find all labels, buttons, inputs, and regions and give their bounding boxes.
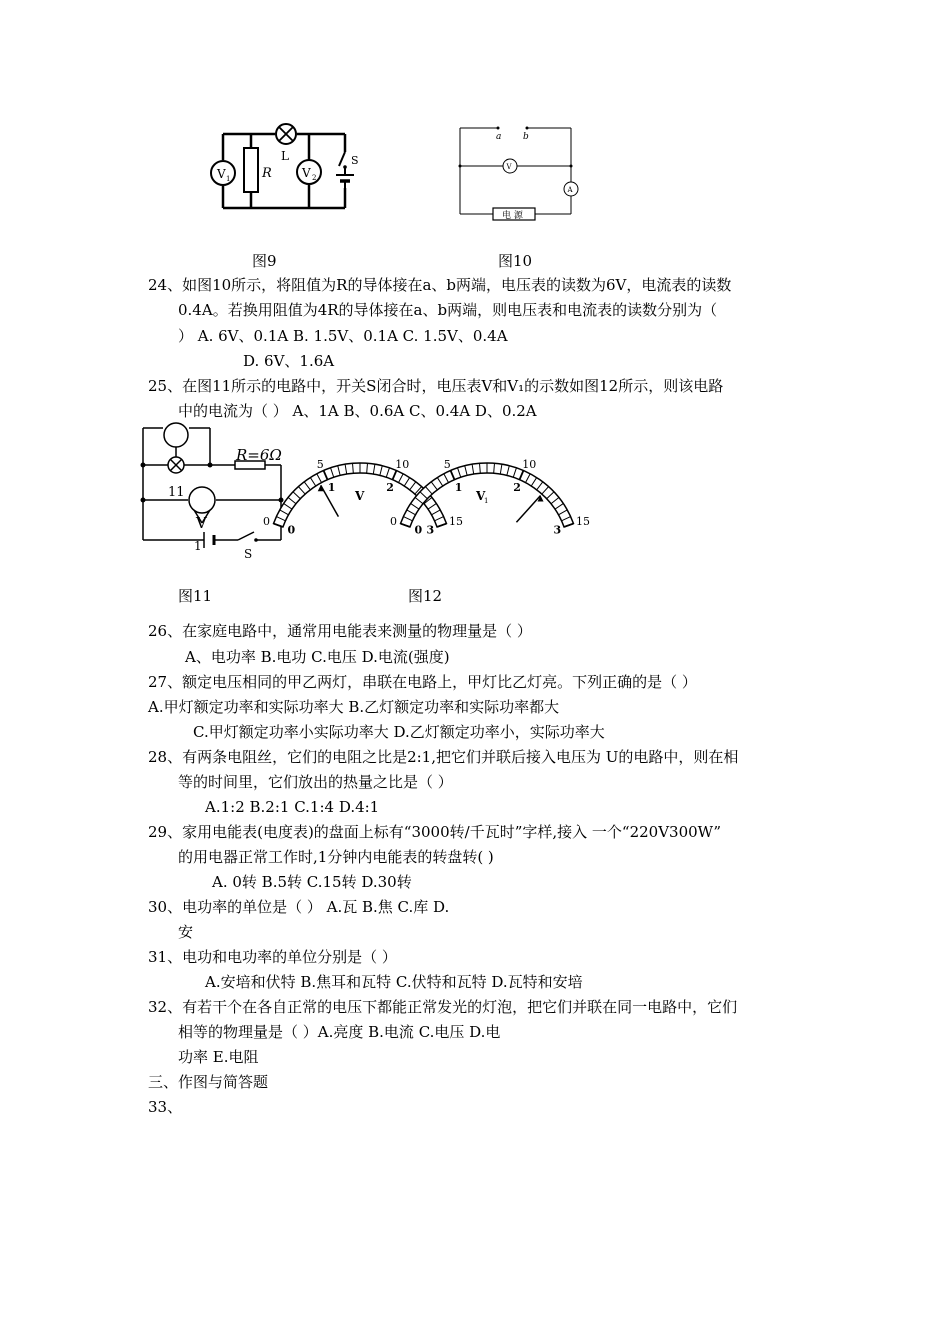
q32-stem-3: 功率 E.电阻	[178, 1048, 259, 1066]
svg-text:A: A	[567, 186, 573, 194]
meter-upper-tick-label: 0	[389, 515, 397, 529]
resistor-value-label: R=6Ω	[236, 446, 282, 464]
top-meter-icon	[164, 423, 188, 447]
meter-upper-tick-label: 15	[449, 515, 464, 529]
meter-upper-tick-label: 10	[522, 458, 537, 472]
svg-text:V: V	[506, 163, 512, 171]
svg-text:电 源: 电 源	[502, 211, 523, 221]
q27-stem: 27、额定电压相同的甲乙两灯，串联在电路上，甲灯比乙灯亮。下列正确的是（ ）	[148, 673, 697, 691]
q29-stem-2: 的用电器正常工作时,1分钟内电能表的转盘转( )	[178, 848, 494, 866]
section-3-heading: 三、作图与简答题	[148, 1073, 269, 1091]
meter-lower-tick-label: 0	[414, 523, 423, 537]
q28-stem-1: 28、有两条电阻丝，它们的电阻之比是2:1,把它们并联后接入电压为 U的电路中，则在相	[148, 748, 739, 766]
figure-11-circuit	[138, 420, 296, 570]
q27-options-2: C.甲灯额定功率小实际功率大 D.乙灯额定功率小，实际功率大	[193, 723, 605, 741]
svg-text:b: b	[523, 132, 529, 142]
meter-lower-tick-label: 2	[513, 481, 521, 495]
meter-upper-tick-label: 0	[262, 515, 270, 529]
figure-10-circuit	[455, 122, 585, 222]
q26-options: A、电功率 B.电功 C.电压 D.电流(强度)	[185, 648, 450, 666]
q32-stem-1: 32、有若干个在各自正常的电压下都能正常发光的灯泡，把它们并联在同一电路中，它们	[148, 998, 738, 1016]
meter-name-subscript: 1	[484, 497, 489, 505]
q25-line-1: 25、在图11所示的电路中，开关S闭合时，电压表V和V₁的示数如图12所示，则该电路	[148, 377, 724, 395]
q25-line-2: 中的电流为（ ） A、1A B、0.6A C、0.4A D、0.2A	[178, 402, 537, 420]
figure-11-caption: 图11	[178, 587, 213, 605]
figure-9-caption: 图9	[252, 252, 277, 270]
meter-upper-tick-label: 5	[443, 458, 451, 472]
switch-label: S	[244, 547, 253, 561]
q28-options: A.1:2 B.2:1 C.1:4 D.4:1	[205, 798, 380, 816]
q24-line-1: 24、如图10所示，将阻值为R的导体接在a、b两端，电压表的读数为6V，电流表的读数	[148, 276, 732, 294]
q27-options-1: A.甲灯额定功率和实际功率大 B.乙灯额定功率和实际功率都大	[148, 698, 560, 716]
svg-text:R: R	[262, 166, 272, 181]
figure-9-circuit	[205, 120, 365, 220]
voltmeter-label: V	[196, 514, 207, 532]
meter-lower-tick-label: 1	[327, 481, 336, 495]
q30-stem: 30、电功率的单位是（ ） A.瓦 B.焦 C.库 D.	[148, 898, 450, 916]
q24-line-2: 0.4A。若换用阻值为4R的导体接在a、b两端，则电压表和电流表的读数分别为（	[178, 301, 718, 319]
q31-stem: 31、电功和电功率的单位分别是（ ）	[148, 948, 397, 966]
figure-12-caption: 图12	[408, 587, 443, 605]
meter-upper-tick-label: 10	[395, 458, 410, 472]
svg-text:1: 1	[226, 175, 231, 183]
q32-stem-2: 相等的物理量是（ ）A.亮度 B.电流 C.电压 D.电	[178, 1023, 501, 1041]
svg-text:V: V	[302, 166, 311, 180]
q29-options: A. 0转 B.5转 C.15转 D.30转	[212, 873, 412, 891]
svg-text:S: S	[351, 154, 359, 167]
q31-options: A.安培和伏特 B.焦耳和瓦特 C.伏特和瓦特 D.瓦特和安培	[205, 973, 583, 991]
q33-stem: 33、	[148, 1098, 183, 1116]
meter-lower-tick-label: 0	[287, 523, 296, 537]
meter-name-label: V	[355, 489, 365, 503]
mark-1-label: 1	[194, 539, 202, 553]
q28-stem-2: 等的时间里，它们放出的热量之比是（ ）	[178, 773, 453, 791]
meter-needle	[516, 496, 540, 523]
meter-lower-tick-label: 3	[426, 523, 435, 537]
meter-lower-tick-label: 3	[553, 523, 562, 537]
svg-text:L: L	[281, 149, 289, 163]
q26-stem: 26、在家庭电路中，通常用电能表来测量的物理量是（ ）	[148, 622, 532, 640]
meter-lower-tick-label: 1	[454, 481, 463, 495]
svg-text:a: a	[496, 132, 502, 142]
q30-stem-2: 安	[178, 923, 194, 941]
figure-12-meters	[262, 445, 591, 537]
svg-text:V: V	[217, 167, 226, 181]
meter-name-label: V	[476, 489, 486, 503]
q24-line-4: D. 6V、1.6A	[243, 352, 335, 370]
svg-text:2: 2	[312, 174, 317, 182]
q29-stem-1: 29、家用电能表(电度表)的盘面上标有“3000转/千瓦时”字样,接入 一个“220V300W”	[148, 823, 722, 841]
q24-line-3: ） A. 6V、0.1A B. 1.5V、0.1A C. 1.5V、0.4A	[178, 327, 508, 345]
meter-upper-tick-label: 5	[316, 458, 324, 472]
resistor-icon	[244, 148, 258, 192]
figure-10-caption: 图10	[498, 252, 533, 270]
meter-lower-tick-label: 2	[386, 481, 394, 495]
mark-11-label: 11	[168, 485, 185, 500]
middle-voltmeter-icon	[189, 487, 215, 513]
meter-upper-tick-label: 15	[576, 515, 591, 529]
